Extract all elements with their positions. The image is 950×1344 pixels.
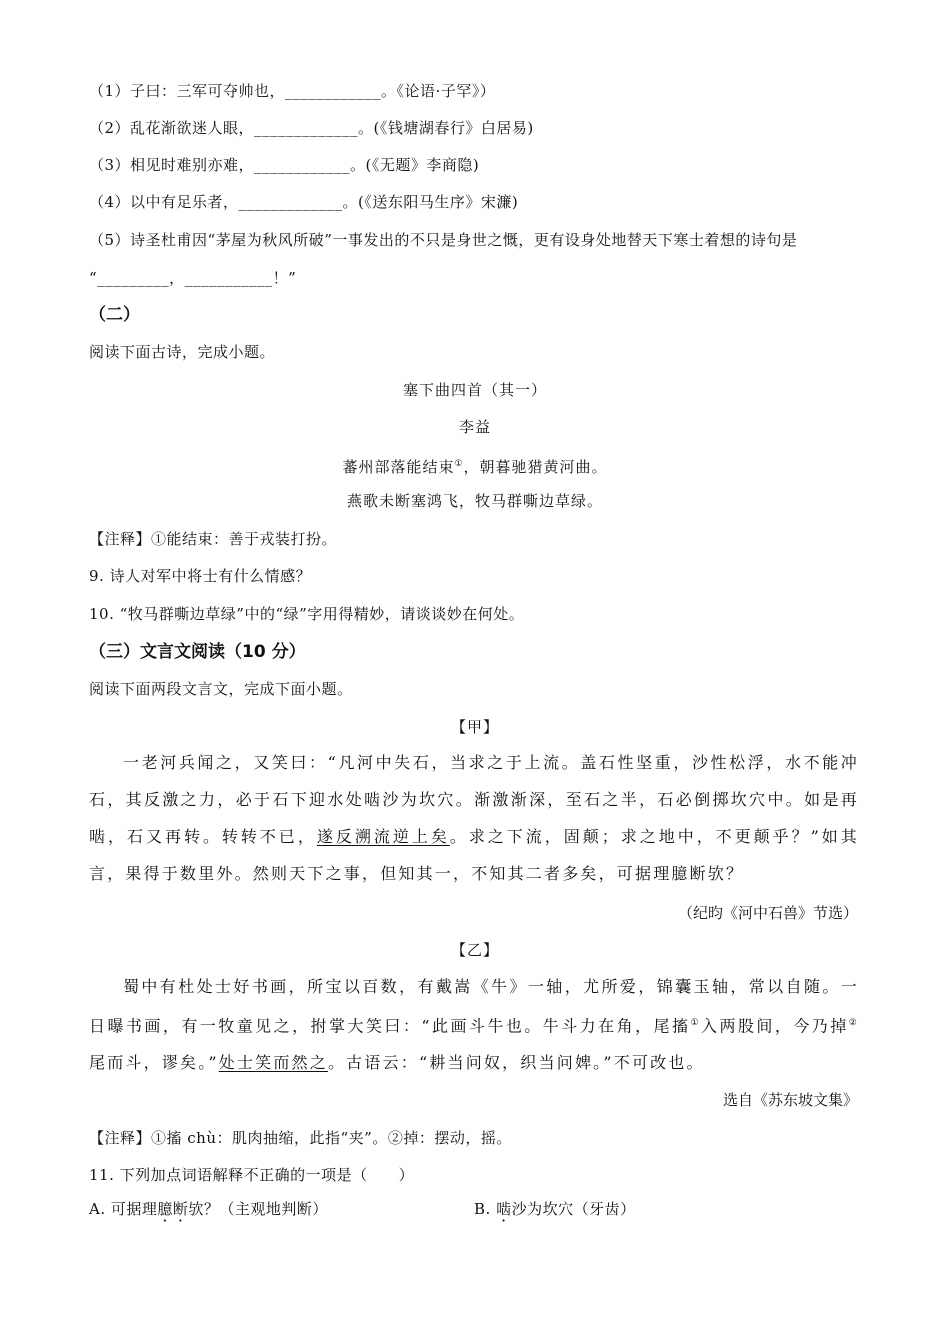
option-a-suffix: 欤？（主观地判断） — [188, 1200, 328, 1218]
passage-yi-text-1: 蜀中有杜处士好书画，所宝以百数，有戴嵩《牛》一轴，尤所爱，锦囊玉轴，常以自随。一日曝书画，有一牧童见之，拊掌大笑曰：“此画斗牛也。牛斗力在角，尾搐 — [89, 977, 859, 1036]
section2-instruction: 阅读下面古诗，完成小题。 — [89, 343, 276, 361]
passage-jia-underlined: 遂反溯流逆上矣 — [316, 827, 450, 846]
section2-heading: （二） — [89, 305, 140, 325]
fill-blank-q5-line2: “_________，___________！” — [89, 269, 297, 287]
option-a-dotted-char-1: 臆 — [157, 1200, 173, 1218]
question-10: 10. “牧马群嘶边草绿”中的“绿”字用得精妙，请谈谈妙在何处。 — [89, 605, 525, 623]
section3-instruction: 阅读下面两段文言文，完成下面小题。 — [89, 680, 353, 698]
poem-line-2: 燕歌未断塞鸿飞，牧马群嘶边草绿。 — [346, 492, 603, 510]
fill-blank-q3: （3）相见时难别亦难，____________。(《无题》李商隐) — [89, 156, 480, 174]
option-a — [89, 1198, 328, 1220]
fill-blank-q2: （2）乱花渐欲迷人眼，_____________。(《钱塘湖春行》白居易) — [89, 119, 534, 137]
question-11: 11. 下列加点词语解释不正确的一项是（ ） — [89, 1166, 415, 1184]
poem-author: 李益 — [458, 418, 491, 436]
poem-note-marker: ① — [454, 459, 464, 469]
fill-blank-q5-line1: （5）诗圣杜甫因“茅屋为秋风所破”一事发出的不只是身世之慨，更有设身处地替天下寒士着想的诗句是 — [89, 231, 798, 249]
passage-note: 【注释】①搐 chù：肌肉抽缩，此指“夹”。②掉：摆动，摇。 — [89, 1129, 512, 1147]
fill-blank-q4: （4）以中有足乐者，_____________。(《送东阳马生序》宋濂) — [89, 193, 519, 211]
option-b-dotted-char: 啮 — [496, 1200, 512, 1218]
poem-line-1-a: 蕃州部落能结束 — [342, 458, 455, 476]
option-b-suffix: 沙为坎穴（牙齿） — [511, 1200, 636, 1218]
passage-yi — [89, 968, 859, 1081]
passage-yi-text-2: 入两股间，今乃掉 — [701, 1016, 849, 1036]
passage-yi-text-4: 。古语云：“耕当问奴，织当问婢。”不可改也。 — [327, 1053, 705, 1073]
poem-line-1 — [0, 453, 950, 478]
passage-yi-note-marker-2: ② — [848, 1018, 860, 1028]
poem-line-1-b: ，朝暮驰猎黄河曲。 — [463, 458, 608, 476]
poem-title: 塞下曲四首（其一） — [402, 381, 547, 399]
passage-yi-underlined: 处士笑而然之 — [218, 1053, 328, 1073]
passage-jia-text-1: 一老河兵闻之，又笑曰：“凡河中失石，当求之于上流。盖石性坚重，沙性松浮，水不能冲石，其反激之力，必于石下迎水处啮沙为坎穴。渐激渐深，至石之半，石必倒掷坎穴中。如是再啮，石又再转。转转不已， — [89, 753, 859, 846]
option-b — [474, 1198, 636, 1220]
option-a-dotted-char-2: 断 — [172, 1200, 189, 1218]
question-9: 9. 诗人对军中将士有什么情感？ — [89, 567, 312, 585]
passage-jia-label: 【甲】 — [450, 718, 499, 736]
option-a-prefix: A. 可据理 — [89, 1200, 158, 1218]
fill-blank-q1: （1）子曰：三军可夺帅也，____________。《论语·子罕》） — [89, 82, 496, 100]
passage-jia-source: （纪昀《河中石兽》节选） — [677, 904, 858, 922]
poem-note: 【注释】①能结束：善于戎装打扮。 — [89, 530, 338, 548]
section3-heading: （三）文言文阅读（10 分） — [89, 642, 306, 662]
passage-jia — [89, 744, 859, 892]
passage-yi-source: 选自《苏东坡文集》 — [722, 1091, 858, 1109]
option-b-prefix: B. — [474, 1200, 497, 1218]
passage-yi-note-marker-1: ① — [690, 1018, 702, 1028]
passage-yi-text-3: 尾而斗，谬矣。” — [89, 1053, 219, 1073]
passage-yi-label: 【乙】 — [450, 941, 499, 959]
passage-jia-text-2: 。求之下流，固颠；求之地中，不更颠乎？”如其言，果得于数里外。然则天下之事，但知其一，不知其二者多矣，可据理臆断欤？ — [89, 827, 859, 883]
